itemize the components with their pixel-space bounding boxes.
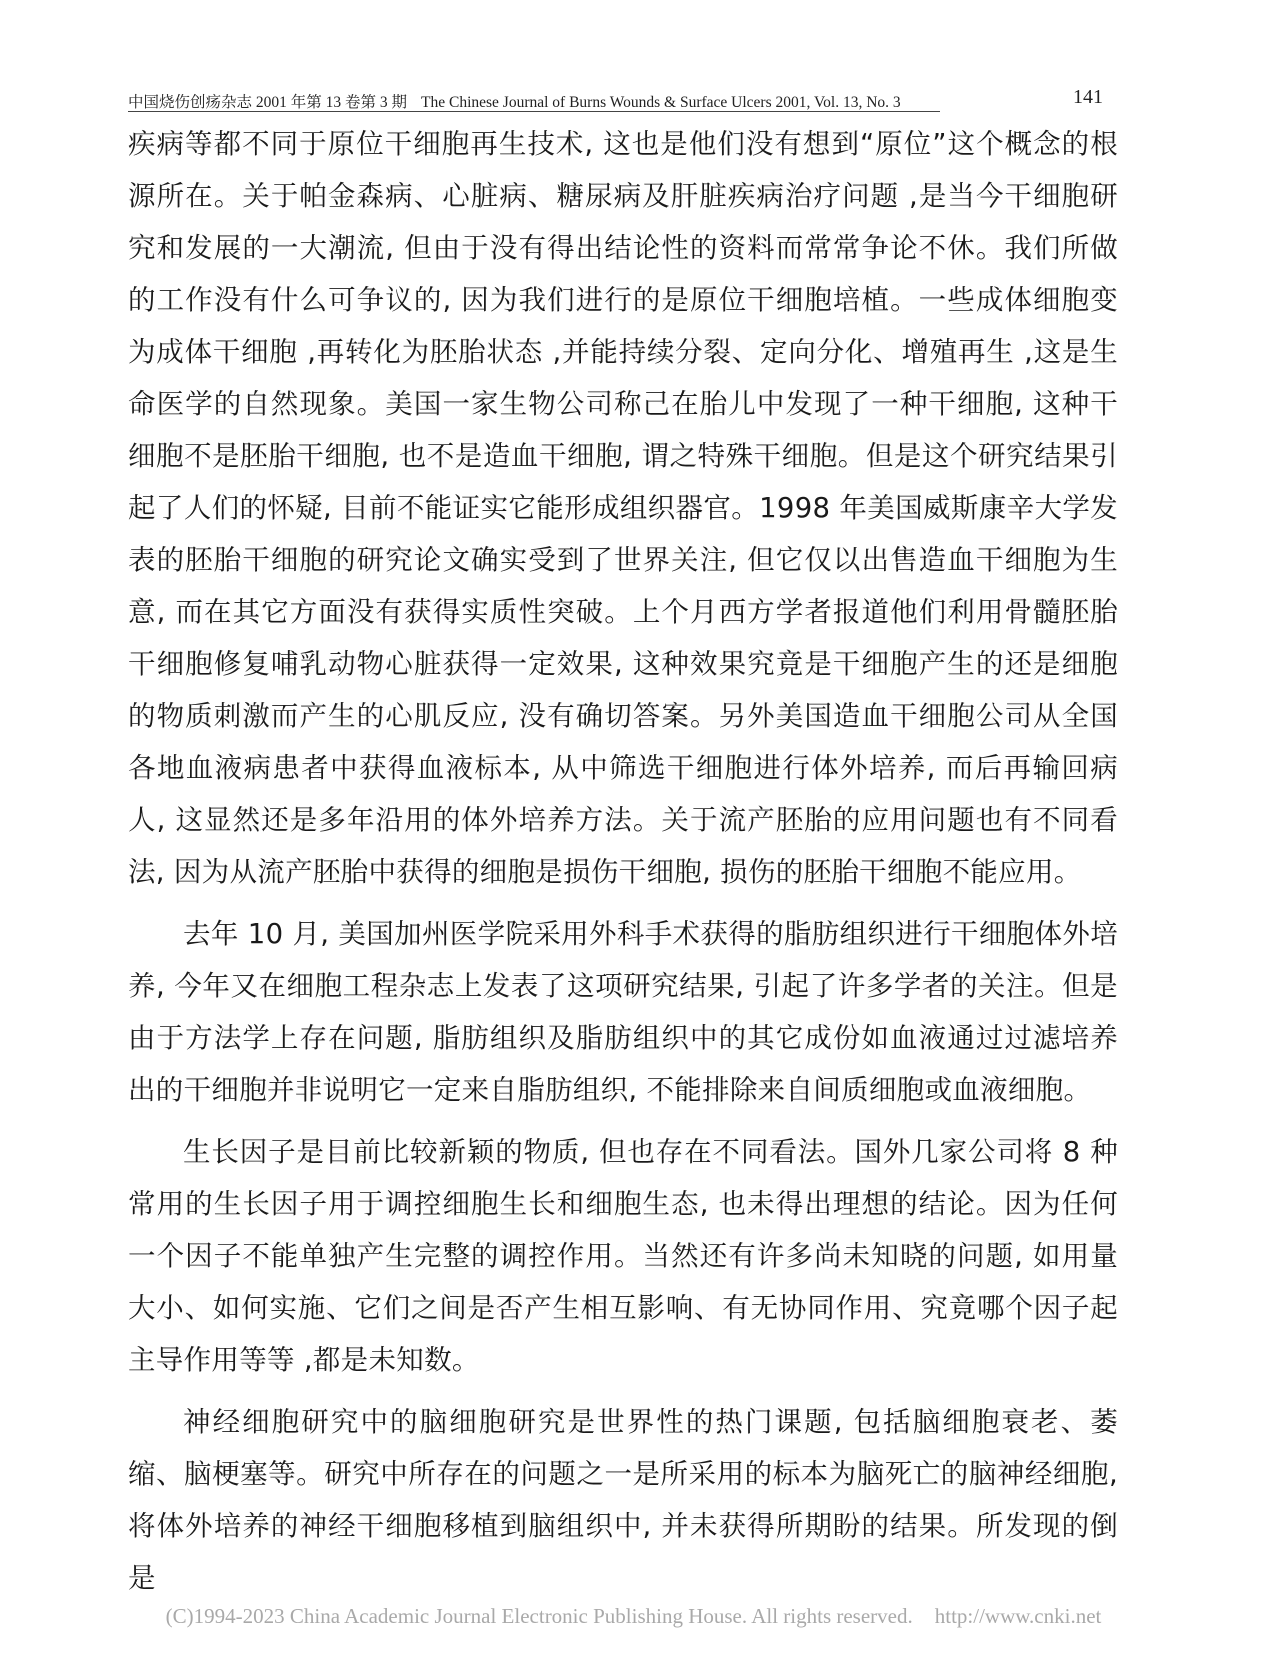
journal-citation	[128, 90, 901, 112]
journal-title-cn: 中国烧伤创疡杂志 2001 年第 13 卷第 3 期	[128, 94, 408, 111]
cnki-link[interactable]: http://www.cnki.net	[934, 1604, 1102, 1628]
paragraph-adipose-stem-cells: 去年 10 月, 美国加州医学院采用外科手术获得的脂肪组织进行干细胞体外培养, 今年又在细胞工程杂志上发表了这项研究结果, 引起了许多学者的关注。但是由于方法学上存在问题, 脂肪组织及脂肪组织中的其它成份如血液通过过滤培养出的干细胞并非说明它一定来自脂肪组织, 不能排除来自间质细胞或血液细胞。	[128, 918, 1118, 1106]
paragraph-neural-cells: 神经细胞研究中的脑细胞研究是世界性的热门课题, 包括脑细胞衰老、萎缩、脑梗塞等。研究中所存在的问题之一是所采用的标本为脑死亡的脑神经细胞, 将体外培养的神经干细胞移植到脑组织中, 并未获得所期盼的结果。所发现的倒是	[128, 1406, 1118, 1594]
paragraph-growth-factors: 生长因子是目前比较新颖的物质, 但也存在不同看法。国外几家公司将 8 种常用的生长因子用于调控细胞生长和细胞生态, 也未得出理想的结论。因为任何一个因子不能单独产生完整的调控作用。当然还有许多尚未知晓的问题, 如用量大小、如何实施、它们之间是否产生相互影响、有无协同作用、究竟哪个因子起主导作用等等 ,都是未知数。	[128, 1136, 1118, 1376]
header-divider	[128, 111, 940, 112]
article-body	[128, 118, 1118, 1604]
running-header	[128, 88, 1103, 112]
copyright-text: (C)1994-2023 China Academic Journal Electronic Publishing House. All rights reserved.	[165, 1604, 913, 1628]
paragraph-continued: 疾病等都不同于原位干细胞再生技术, 这也是他们没有想到“原位”这个概念的根源所在。关于帕金森病、心脏病、糖尿病及肝脏疾病治疗问题 ,是当今干细胞研究和发展的一大潮流, 但由于没有得出结论性的资料而常常争论不休。我们所做的工作没有什么可争议的, 因为我们进行的是原位干细胞培植。一些成体细胞变为成体干细胞 ,再转化为胚胎状态 ,并能持续分裂、定向分化、增殖再生 ,这是生命医学的自然现象。美国一家生物公司称己在胎儿中发现了一种干细胞, 这种干细胞不是胚胎干细胞, 也不是造血干细胞, 谓之特殊干细胞。但是这个研究结果引起了人们的怀疑, 目前不能证实它能形成组织器官。1998 年美国威斯康辛大学发表的胚胎干细胞的研究论文确实受到了世界关注, 但它仅以出售造血干细胞为生意, 而在其它方面没有获得实质性突破。上个月西方学者报道他们利用骨髓胚胎干细胞修复哺乳动物心脏获得一定效果, 这种效果究竟是干细胞产生的还是细胞的物质刺激而产生的心肌反应, 没有确切答案。另外美国造血干细胞公司从全国各地血液病患者中获得血液标本, 从中筛选干细胞进行体外培养, 而后再输回病人, 这显然还是多年沿用的体外培养方法。关于流产胚胎的应用问题也有不同看法, 因为从流产胚胎中获得的细胞是损伤干细胞, 损伤的胚胎干细胞不能应用。	[128, 128, 1118, 888]
journal-title-en: The Chinese Journal of Burns Wounds & Surface Ulcers 2001, Vol. 13, No. 3	[421, 94, 901, 111]
page-number: 141	[1073, 86, 1103, 108]
copyright-watermark	[0, 1604, 1267, 1629]
